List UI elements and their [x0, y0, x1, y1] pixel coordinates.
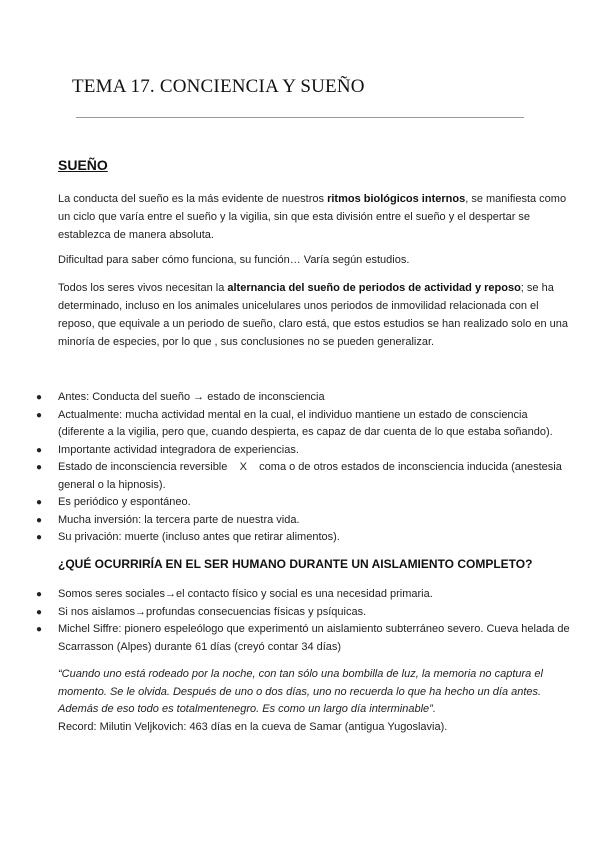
list-item	[36, 604, 576, 622]
list-item	[36, 494, 576, 512]
paragraph-dificultad: Dificultad para saber cómo funciona, su función… Varía según estudios.	[58, 254, 410, 266]
paragraph-seres-vivos	[58, 279, 574, 351]
bullet-icon: ●	[36, 606, 43, 618]
bullet-icon: ●	[36, 514, 43, 526]
list-item-text: Estado de inconsciencia reversible X coma o de otros estados de inconsciencia inducida (anestesia general o la hipnosis).	[58, 461, 565, 491]
bullet-icon: ●	[36, 409, 43, 421]
paragraph-conducta-sueno	[58, 190, 574, 244]
bold-term: ritmos biológicos internos	[327, 193, 466, 205]
bullet-icon: ●	[36, 624, 43, 635]
paragraph-text: La conducta del sueño es la más evidente de nuestros	[58, 193, 328, 205]
bold-term: alternancia del sueño de periodos de actividad y reposo	[227, 282, 521, 294]
list-item	[36, 512, 576, 530]
bullet-icon: ●	[36, 462, 43, 473]
title-divider	[76, 117, 524, 118]
aislamiento-bullet-list	[36, 586, 576, 656]
bullet-icon: ●	[36, 392, 43, 403]
list-item	[36, 459, 576, 494]
list-item	[36, 529, 576, 547]
list-item-text: Antes: Conducta del sueño → estado de inconsciencia	[58, 391, 325, 403]
bullet-icon: ●	[36, 444, 43, 456]
paragraph-text: , se manifiesta como un ciclo que varía entre el sueño y la vigilia, sin que esta división entre el sueño y el despertar se establezca de manera absoluta.	[58, 193, 567, 241]
bullet-icon: ●	[36, 532, 43, 543]
sueno-bullet-list	[36, 389, 576, 547]
list-item-text: Michel Siffre: pionero espeleólogo que experimentó un aislamiento subterráneo severo. Cueva helada de Scarrasson (Alpes) durante 61 días (creyó contar 34 días)	[58, 623, 570, 653]
list-item	[36, 389, 576, 407]
paragraph-text: ; se ha determinado, incluso en los animales unicelulares unos periodos de inmovilidad relacionada con el reposo, que equivale a un periodo de sueño, claro está, que estos estudios se han realizado solo en una minoría de especies, por lo que , sus conclusiones no se pueden generalizar.	[58, 282, 569, 348]
list-item-text: Somos seres sociales→el contacto físico y social es una necesidad primaria.	[58, 588, 433, 600]
list-item-text: Actualmente: mucha actividad mental en la cual, el individuo mantiene un estado de consciencia (diferente a la vigilia, pero que, cuando despierta, es capaz de dar cuenta de lo que estaba soñando).	[58, 408, 553, 438]
list-item	[36, 407, 576, 442]
siffre-quote-block	[58, 666, 558, 736]
question-heading: ¿QUÉ OCURRIRÍA EN EL SER HUMANO DURANTE UN AISLAMIENTO COMPLETO?	[58, 557, 533, 571]
record-text: Record: Milutin Veljkovich: 463 días en la cueva de Samar (antigua Yugoslavia).	[58, 720, 448, 733]
list-item	[36, 586, 576, 604]
bullet-icon: ●	[36, 497, 43, 508]
list-item-text: Si nos aislamos→profundas consecuencias físicas y psíquicas.	[58, 605, 367, 618]
list-item-text: Es periódico y espontáneo.	[58, 496, 191, 508]
list-item	[36, 621, 576, 656]
section-heading: SUEÑO	[58, 157, 108, 173]
list-item-text: Importante actividad integradora de experiencias.	[58, 443, 299, 456]
page-title: TEMA 17. CONCIENCIA Y SUEÑO	[72, 76, 365, 97]
list-item	[36, 442, 576, 460]
list-item-text: Mucha inversión: la tercera parte de nuestra vida.	[58, 513, 300, 526]
paragraph-text: Todos los seres vivos necesitan la	[58, 282, 228, 294]
list-item-text: Su privación: muerte (incluso antes que retirar alimentos).	[58, 531, 340, 543]
quote-text: “Cuando uno está rodeado por la noche, con tan sólo una bombilla de luz, la memoria no captura el momento. Se le olvida. Después de uno o dos días, uno no recuerda lo que ha hecho un día antes. Además de eso todo es totalmentenegro. Es como un largo día interminable”.	[58, 668, 543, 715]
bullet-icon: ●	[36, 589, 43, 600]
